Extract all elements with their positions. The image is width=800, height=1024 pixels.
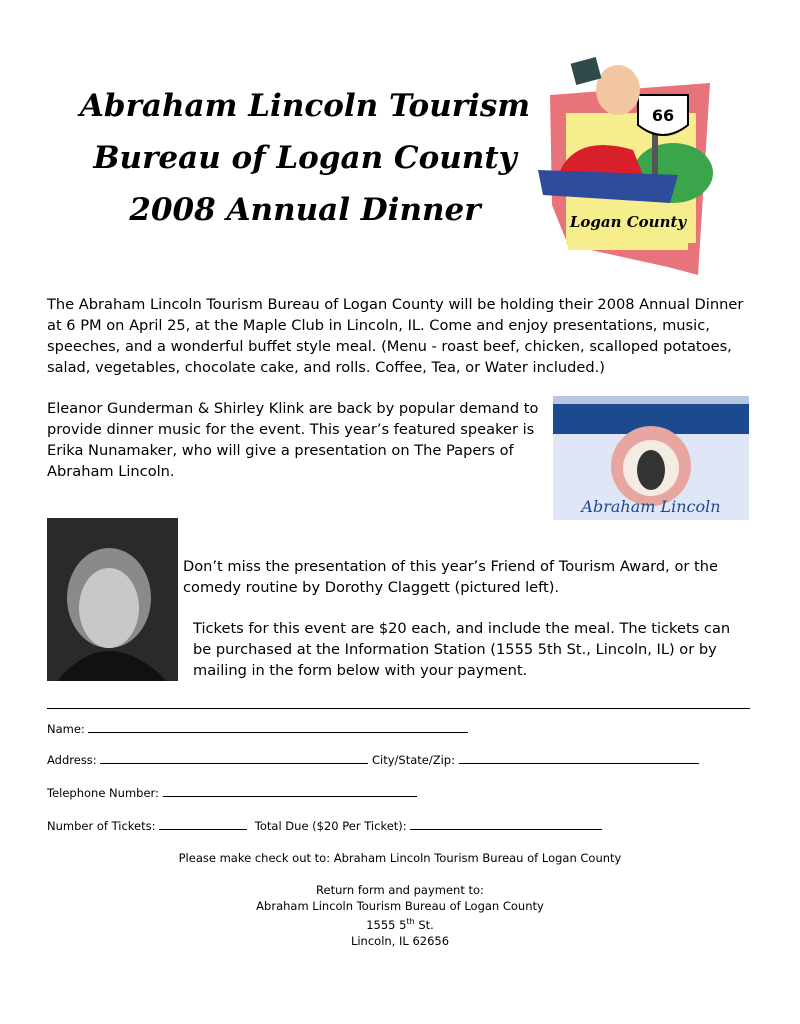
name-row (47, 722, 468, 736)
dorothy-claggett-photo (47, 518, 178, 681)
total-due-label: Total Due ($20 Per Ticket): (254, 819, 407, 833)
name-label: Name: (47, 722, 85, 736)
city-state-zip-field[interactable] (459, 753, 699, 764)
return-address (0, 882, 800, 949)
check-instructions: Please make check out to: Abraham Lincoln Tourism Bureau of Logan County (178, 851, 622, 865)
name-field[interactable] (88, 722, 468, 733)
city-state-zip-label: City/State/Zip: (372, 753, 455, 767)
return-org: Abraham Lincoln Tourism Bureau of Logan County (256, 899, 544, 913)
award-comedy-paragraph: Don’t miss the presentation of this year’s Friend of Tourism Award, or the comedy routine by Dorothy Claggett (pictured left). (183, 558, 718, 596)
svg-text:Logan County: Logan County (569, 213, 687, 231)
total-due-field[interactable] (410, 819, 602, 830)
intro-paragraph: The Abraham Lincoln Tourism Bureau of Logan County will be holding their 2008 Annual Dinner at 6 PM on April 25, at the Maple Club in Lincoln, IL. Come and enjoy presentations, music, speeches, and a wonderful buffet style meal. (Menu - roast beef, chicken, scalloped potatoes, salad, vegetables, chocolate cake, and rolls. Coffee, Tea, or Water included.) (47, 296, 744, 376)
title-line-1: Abraham Lincoln Tourism (79, 88, 531, 124)
papers-of-abraham-lincoln-image (553, 396, 749, 520)
tickets-row (47, 819, 602, 833)
number-of-tickets-label: Number of Tickets: (47, 819, 156, 833)
telephone-field[interactable] (163, 786, 417, 797)
title-line-3: 2008 Annual Dinner (129, 192, 481, 228)
telephone-label: Telephone Number: (47, 786, 159, 800)
phone-row (47, 786, 417, 800)
address-field[interactable] (100, 753, 368, 764)
page-title (40, 80, 570, 236)
cut-line-divider (47, 708, 750, 709)
svg-text:Abraham Lincoln: Abraham Lincoln (581, 497, 721, 516)
music-speaker-paragraph: Eleanor Gunderman & Shirley Klink are back by popular demand to provide dinner music for the event. This year’s featured speaker is Erika Nunamaker, who will give a presentation on The Papers of Abraham Lincoln. (47, 400, 539, 480)
address-row (47, 753, 699, 767)
title-line-2: Bureau of Logan County (93, 140, 517, 176)
return-street: 1555 5th St. (366, 917, 434, 932)
number-of-tickets-field[interactable] (159, 819, 247, 830)
svg-text:66: 66 (651, 106, 675, 125)
address-label: Address: (47, 753, 97, 767)
return-label: Return form and payment to: (316, 883, 484, 897)
lincoln-logan-county-logo (538, 55, 718, 280)
return-city: Lincoln, IL 62656 (350, 933, 450, 948)
tickets-paragraph: Tickets for this event are $20 each, and include the meal. The tickets can be purchased at the Information Station (1555 5th St., Lincoln, IL) or by mailing in the form below with your payment. (193, 620, 731, 679)
